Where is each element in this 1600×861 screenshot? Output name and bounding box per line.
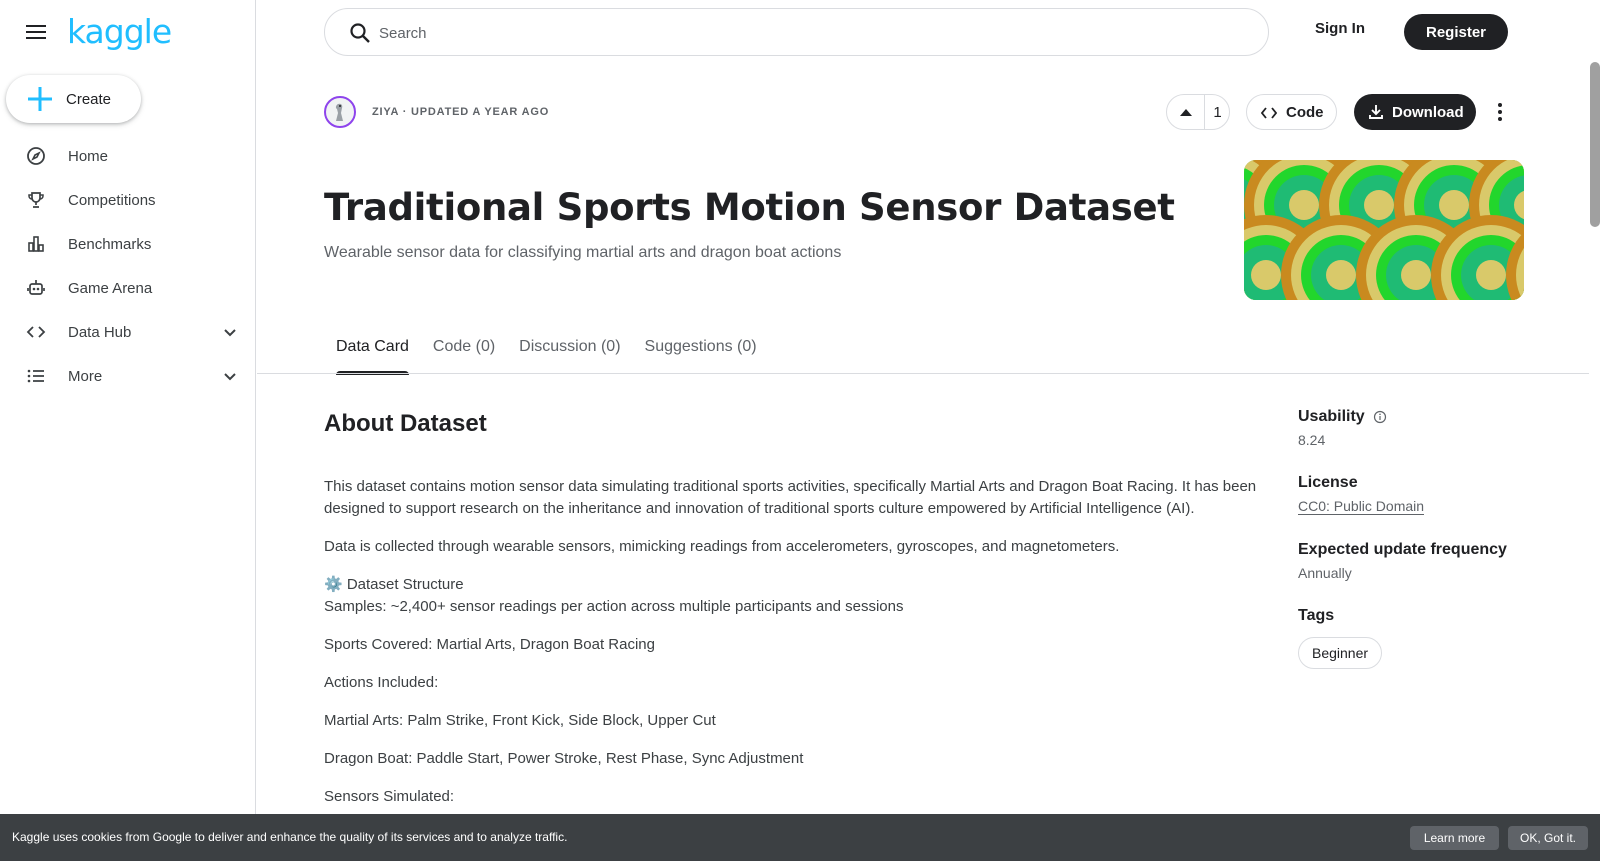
plus-icon	[28, 87, 52, 111]
learn-more-button[interactable]: Learn more	[1410, 826, 1499, 850]
download-button-label: Download	[1392, 103, 1464, 121]
sidebar	[0, 0, 256, 861]
about-paragraph: Dragon Boat: Paddle Start, Power Stroke, Rest Phase, Sync Adjustment	[324, 750, 804, 767]
info-icon[interactable]	[1373, 410, 1387, 424]
tabs-divider	[257, 373, 1589, 374]
about-body	[324, 476, 1264, 824]
chevron-down-icon[interactable]	[222, 324, 238, 340]
tags-label: Tags	[1298, 607, 1335, 624]
usability-label-text: Usability	[1298, 408, 1365, 425]
sidebar-nav	[0, 134, 256, 398]
sidebar-item-label: More	[68, 367, 103, 385]
vote-count: 1	[1213, 103, 1222, 121]
chevron-down-icon[interactable]	[222, 368, 238, 384]
caret-up-icon	[1180, 108, 1192, 116]
author-updated-line[interactable]: ZIYA · UPDATED A YEAR AGO	[372, 106, 550, 118]
about-heading: About Dataset	[324, 410, 487, 437]
sidebar-item-more[interactable]	[0, 354, 256, 398]
create-button[interactable]	[6, 75, 141, 123]
code-button-label: Code	[1286, 103, 1324, 121]
about-paragraph	[324, 574, 1264, 618]
download-icon	[1368, 104, 1384, 120]
dataset-banner-image	[1244, 160, 1524, 300]
sidebar-item-data-hub[interactable]	[0, 310, 256, 354]
samples-line: Samples: ~2,400+ sensor readings per action across multiple participants and sessions	[324, 598, 904, 615]
more-options-icon[interactable]	[1488, 100, 1512, 124]
ok-got-it-button[interactable]: OK, Got it.	[1508, 826, 1588, 850]
robot-icon	[26, 278, 46, 298]
update-frequency-label: Expected update frequency	[1298, 541, 1507, 558]
upvote-control	[1166, 94, 1230, 130]
structure-heading: ⚙️ Dataset Structure	[324, 576, 464, 593]
cookie-banner	[0, 814, 1600, 861]
sidebar-item-benchmarks[interactable]	[0, 222, 256, 266]
dataset-title: Traditional Sports Motion Sensor Dataset	[324, 186, 1175, 229]
avatar[interactable]	[324, 96, 356, 128]
about-paragraph: Actions Included:	[324, 674, 439, 691]
license-label: License	[1298, 474, 1358, 491]
page-scrollbar[interactable]	[1590, 62, 1600, 227]
sidebar-item-label: Benchmarks	[68, 235, 152, 253]
about-paragraph: Sports Covered: Martial Arts, Dragon Boat Racing	[324, 636, 655, 653]
list-icon	[26, 366, 46, 386]
dataset-subtitle: Wearable sensor data for classifying martial arts and dragon boat actions	[324, 244, 842, 261]
code-brackets-icon	[26, 322, 46, 342]
sidebar-item-competitions[interactable]	[0, 178, 256, 222]
trophy-icon	[26, 190, 46, 210]
sidebar-item-label: Data Hub	[68, 323, 132, 341]
license-link[interactable]: CC0: Public Domain	[1298, 498, 1425, 514]
tab-suggestions[interactable]: Suggestions (0)	[644, 338, 757, 355]
tab-code[interactable]: Code (0)	[432, 338, 496, 355]
sidebar-item-home[interactable]	[0, 134, 256, 178]
tab-data-card[interactable]: Data Card	[324, 330, 421, 374]
compass-icon	[26, 146, 46, 166]
about-paragraph: Martial Arts: Palm Strike, Front Kick, Side Block, Upper Cut	[324, 712, 716, 729]
bar-chart-icon	[26, 234, 46, 254]
tab-discussion[interactable]: Discussion (0)	[519, 338, 621, 355]
download-button[interactable]	[1354, 94, 1476, 130]
hamburger-menu-icon[interactable]	[24, 20, 48, 44]
about-paragraph: Data is collected through wearable sensors, mimicking readings from accelerometers, gyroscopes, and magnetometers.	[324, 538, 1120, 555]
usability-value: 8.24	[1298, 432, 1326, 448]
search-bar[interactable]	[324, 8, 1269, 56]
sidebar-item-game-arena[interactable]	[0, 266, 256, 310]
sidebar-item-label: Game Arena	[68, 279, 153, 297]
code-button[interactable]	[1246, 94, 1337, 130]
usability-label	[1298, 408, 1538, 426]
about-paragraph: Sensors Simulated:	[324, 788, 455, 805]
kaggle-logo[interactable]: kaggle	[67, 12, 172, 51]
sidebar-item-label: Competitions	[68, 191, 156, 209]
search-input[interactable]	[379, 21, 1239, 45]
create-label: Create	[66, 90, 112, 108]
dataset-metadata	[1298, 408, 1538, 669]
sidebar-item-label: Home	[68, 147, 109, 165]
update-frequency-value: Annually	[1298, 565, 1352, 581]
search-icon	[349, 22, 371, 44]
dataset-tabs	[324, 330, 769, 374]
register-button[interactable]: Register	[1404, 14, 1508, 50]
about-paragraph: This dataset contains motion sensor data simulating traditional sports activities, specifically Martial Arts and Dragon Boat Racing. It has been designed to support research on the inheritance and innovation of traditional sports culture empowered by Artificial Intelligence (AI).	[324, 478, 1257, 517]
upvote-button[interactable]	[1167, 95, 1205, 129]
sign-in-button[interactable]: Sign In	[1315, 20, 1365, 37]
tag-chip[interactable]: Beginner	[1298, 637, 1382, 669]
code-brackets-icon	[1261, 105, 1277, 121]
cookie-message: Kaggle uses cookies from Google to deliver and enhance the quality of its services and to analyze traffic.	[12, 830, 568, 844]
